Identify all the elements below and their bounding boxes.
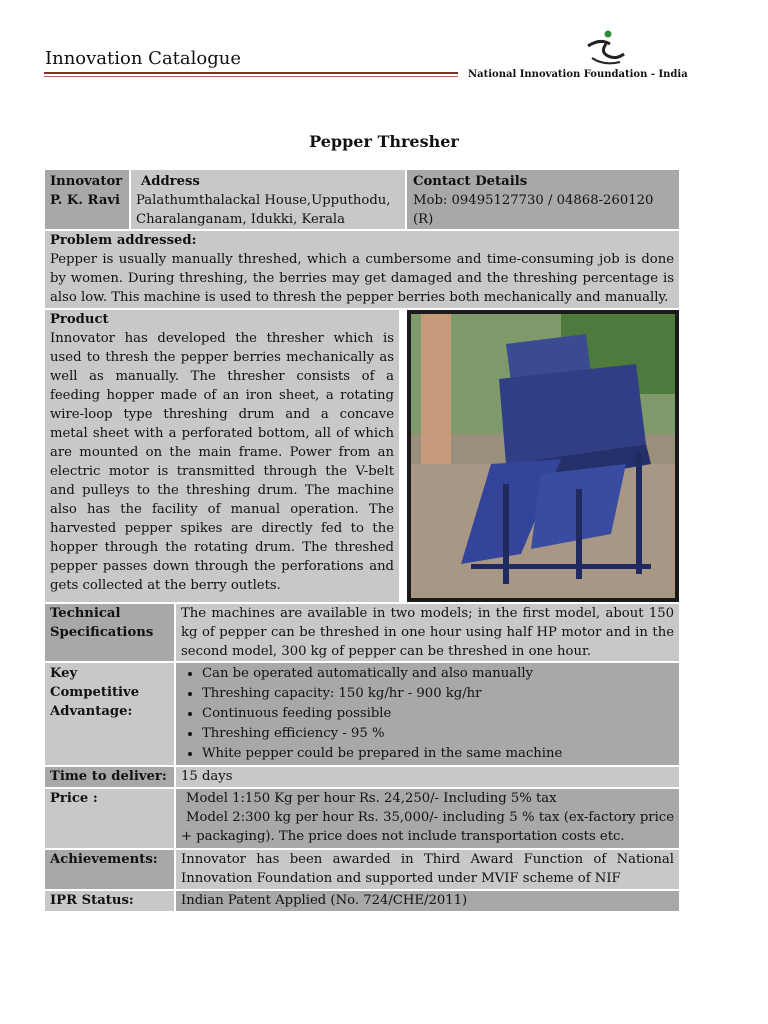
- advantage-item: • Continuous feeding possible: [202, 704, 679, 724]
- organization-name: National Innovation Foundation - India: [468, 69, 688, 80]
- advantage-label-cell: [45, 663, 174, 765]
- technical-value-cell: [176, 604, 679, 661]
- delivery-label: Time to deliver:: [50, 769, 167, 784]
- address-label: Address: [141, 174, 200, 189]
- innovator-name: P. K. Ravi: [50, 193, 121, 208]
- address-cell: [131, 170, 405, 229]
- achievements-value-cell: [176, 850, 679, 889]
- advantage-item: • Threshing efficiency - 95 %: [202, 724, 679, 744]
- price-value-cell: [176, 789, 679, 848]
- product-cell: [45, 310, 399, 602]
- ipr-label-cell: [45, 891, 174, 911]
- price-label: Price :: [50, 791, 98, 806]
- nif-logo-icon: [580, 28, 630, 68]
- advantage-value-cell: [176, 663, 679, 765]
- address-line-2: Charalanganam, Idukki, Kerala: [136, 212, 346, 227]
- delivery-value: 15 days: [181, 769, 233, 784]
- innovator-label: Innovator: [50, 174, 123, 189]
- header-rule: [44, 72, 458, 74]
- technical-label-cell: [45, 604, 174, 661]
- price-line-2: Model 2:300 kg per hour Rs. 35,000/- including 5 % tax (ex-factory price + packaging). The price does not include transportation costs etc.: [181, 810, 674, 844]
- achievements-text: Innovator has been awarded in Third Award Function of National Innovation Foundation and supported under MVIF scheme of NIF: [181, 852, 674, 886]
- innovator-cell: [45, 170, 129, 229]
- address-line-1: Palathumthalackal House,Upputhodu,: [136, 193, 391, 208]
- advantage-item: • White pepper could be prepared in the same machine: [202, 744, 679, 764]
- advantage-item: • Threshing capacity: 150 kg/hr - 900 kg/hr: [202, 684, 679, 704]
- contact-value: Mob: 09495127730 / 04868-260120 (R): [413, 193, 654, 227]
- problem-cell: [45, 231, 679, 308]
- catalogue-title: Innovation Catalogue: [45, 48, 242, 69]
- problem-text: Pepper is usually manually threshed, which a cumbersome and time-consuming job is done by women. During threshing, the berries may get damaged and the threshing percentage is also low. This machine is used to thresh the pepper berries both mechanically and manually.: [50, 252, 674, 305]
- thresher-machine-image: [411, 314, 675, 598]
- ipr-value: Indian Patent Applied (No. 724/CHE/2011): [181, 893, 468, 908]
- technical-label: Technical Specifications: [50, 606, 154, 640]
- delivery-value-cell: [176, 767, 679, 787]
- header-rule-thin: [44, 76, 458, 77]
- ipr-value-cell: [176, 891, 679, 911]
- problem-label: Problem addressed:: [50, 233, 197, 248]
- achievements-label: Achievements:: [50, 852, 158, 867]
- advantage-label: Key Competitive Advantage:: [50, 666, 140, 719]
- contact-label: Contact Details: [413, 174, 528, 189]
- thresher-photo: [407, 310, 679, 602]
- achievements-label-cell: [45, 850, 174, 889]
- product-text: Innovator has developed the thresher which is used to thresh the pepper berries mechanically as well as manually. The thresher consists of a feeding hopper made of an iron sheet, a rotating wire-loop type threshing drum and a concave metal sheet with a perforated bottom, all of which are mounted on the main frame. Power from an electric motor is transmitted through the V-belt and pulleys to the threshing drum. The machine also has the facility of manual operation. The harvested pepper spikes are directly fed to the hopper through the rotating drum. The threshed pepper passes down through the perforations and gets collected at the berry outlets.: [50, 331, 394, 593]
- product-label: Product: [50, 312, 109, 327]
- advantage-list: [176, 664, 679, 764]
- technical-text: The machines are available in two models; in the first model, about 150 kg of pepper can be threshed in one hour using half HP motor and in the second model, 300 kg of pepper can be threshed in one hour.: [181, 606, 674, 659]
- delivery-label-cell: [45, 767, 174, 787]
- document-title: Pepper Thresher: [309, 132, 459, 151]
- price-label-cell: [45, 789, 174, 848]
- ipr-label: IPR Status:: [50, 893, 134, 908]
- contact-cell: [407, 170, 679, 229]
- price-line-1: Model 1:150 Kg per hour Rs. 24,250/- Including 5% tax: [186, 791, 557, 806]
- advantage-item: • Can be operated automatically and also manually: [202, 664, 679, 684]
